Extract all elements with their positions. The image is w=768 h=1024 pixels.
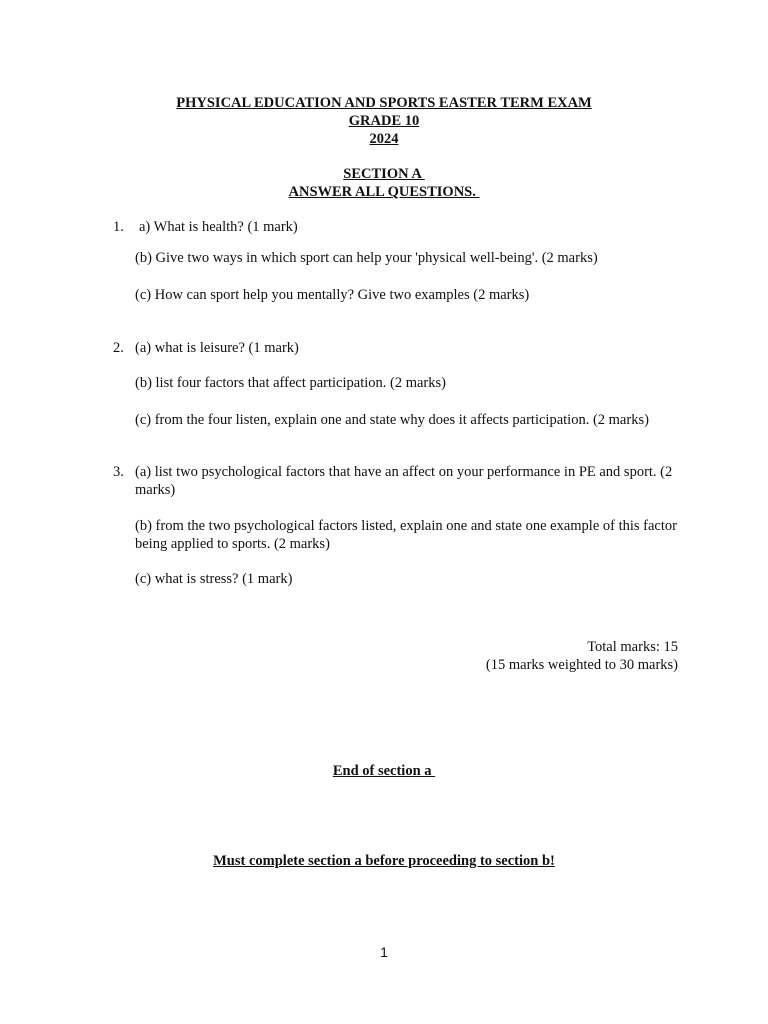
total-marks: Total marks: 15 xyxy=(587,639,678,655)
exam-grade: GRADE 10 xyxy=(348,113,420,129)
question-part: a) What is health? (1 mark) xyxy=(139,219,298,235)
question-part: (b) list four factors that affect participation. (2 marks) xyxy=(135,375,446,391)
total-marks-block xyxy=(486,638,678,674)
must-complete-note: Must complete section a before proceeding to section b! xyxy=(213,853,555,869)
question-part: (b) Give two ways in which sport can help your 'physical well-being'. (2 marks) xyxy=(135,250,598,266)
exam-title: PHYSICAL EDUCATION AND SPORTS EASTER TERM EXAM xyxy=(176,95,592,111)
question-number: 2. xyxy=(113,340,124,356)
question-part: (c) How can sport help you mentally? Give two examples (2 marks) xyxy=(135,287,530,303)
question-part: (a) what is leisure? (1 mark) xyxy=(135,340,299,356)
question-part: (b) from the two psychological factors listed, explain one and state one example of this factor being applied to sports. (2 marks) xyxy=(135,518,677,552)
question-number: 1. xyxy=(113,219,124,235)
section-name: SECTION A xyxy=(343,166,425,182)
question-part: (c) what is stress? (1 mark) xyxy=(135,571,293,587)
exam-year: 2024 xyxy=(369,131,399,147)
section-heading xyxy=(0,165,768,201)
end-of-section-note: End of section a xyxy=(332,763,436,779)
section-instruction: ANSWER ALL QUESTIONS. xyxy=(288,184,480,200)
marks-weighting: (15 marks weighted to 30 marks) xyxy=(485,657,678,673)
question-part: (a) list two psychological factors that have an affect on your performance in PE and sport. (2 marks) xyxy=(135,464,673,498)
question-number: 3. xyxy=(113,464,124,480)
page-number: 1 xyxy=(380,944,388,960)
exam-header xyxy=(0,94,768,148)
question-part: (c) from the four listen, explain one and state why does it affects participation. (2 marks) xyxy=(135,412,649,428)
